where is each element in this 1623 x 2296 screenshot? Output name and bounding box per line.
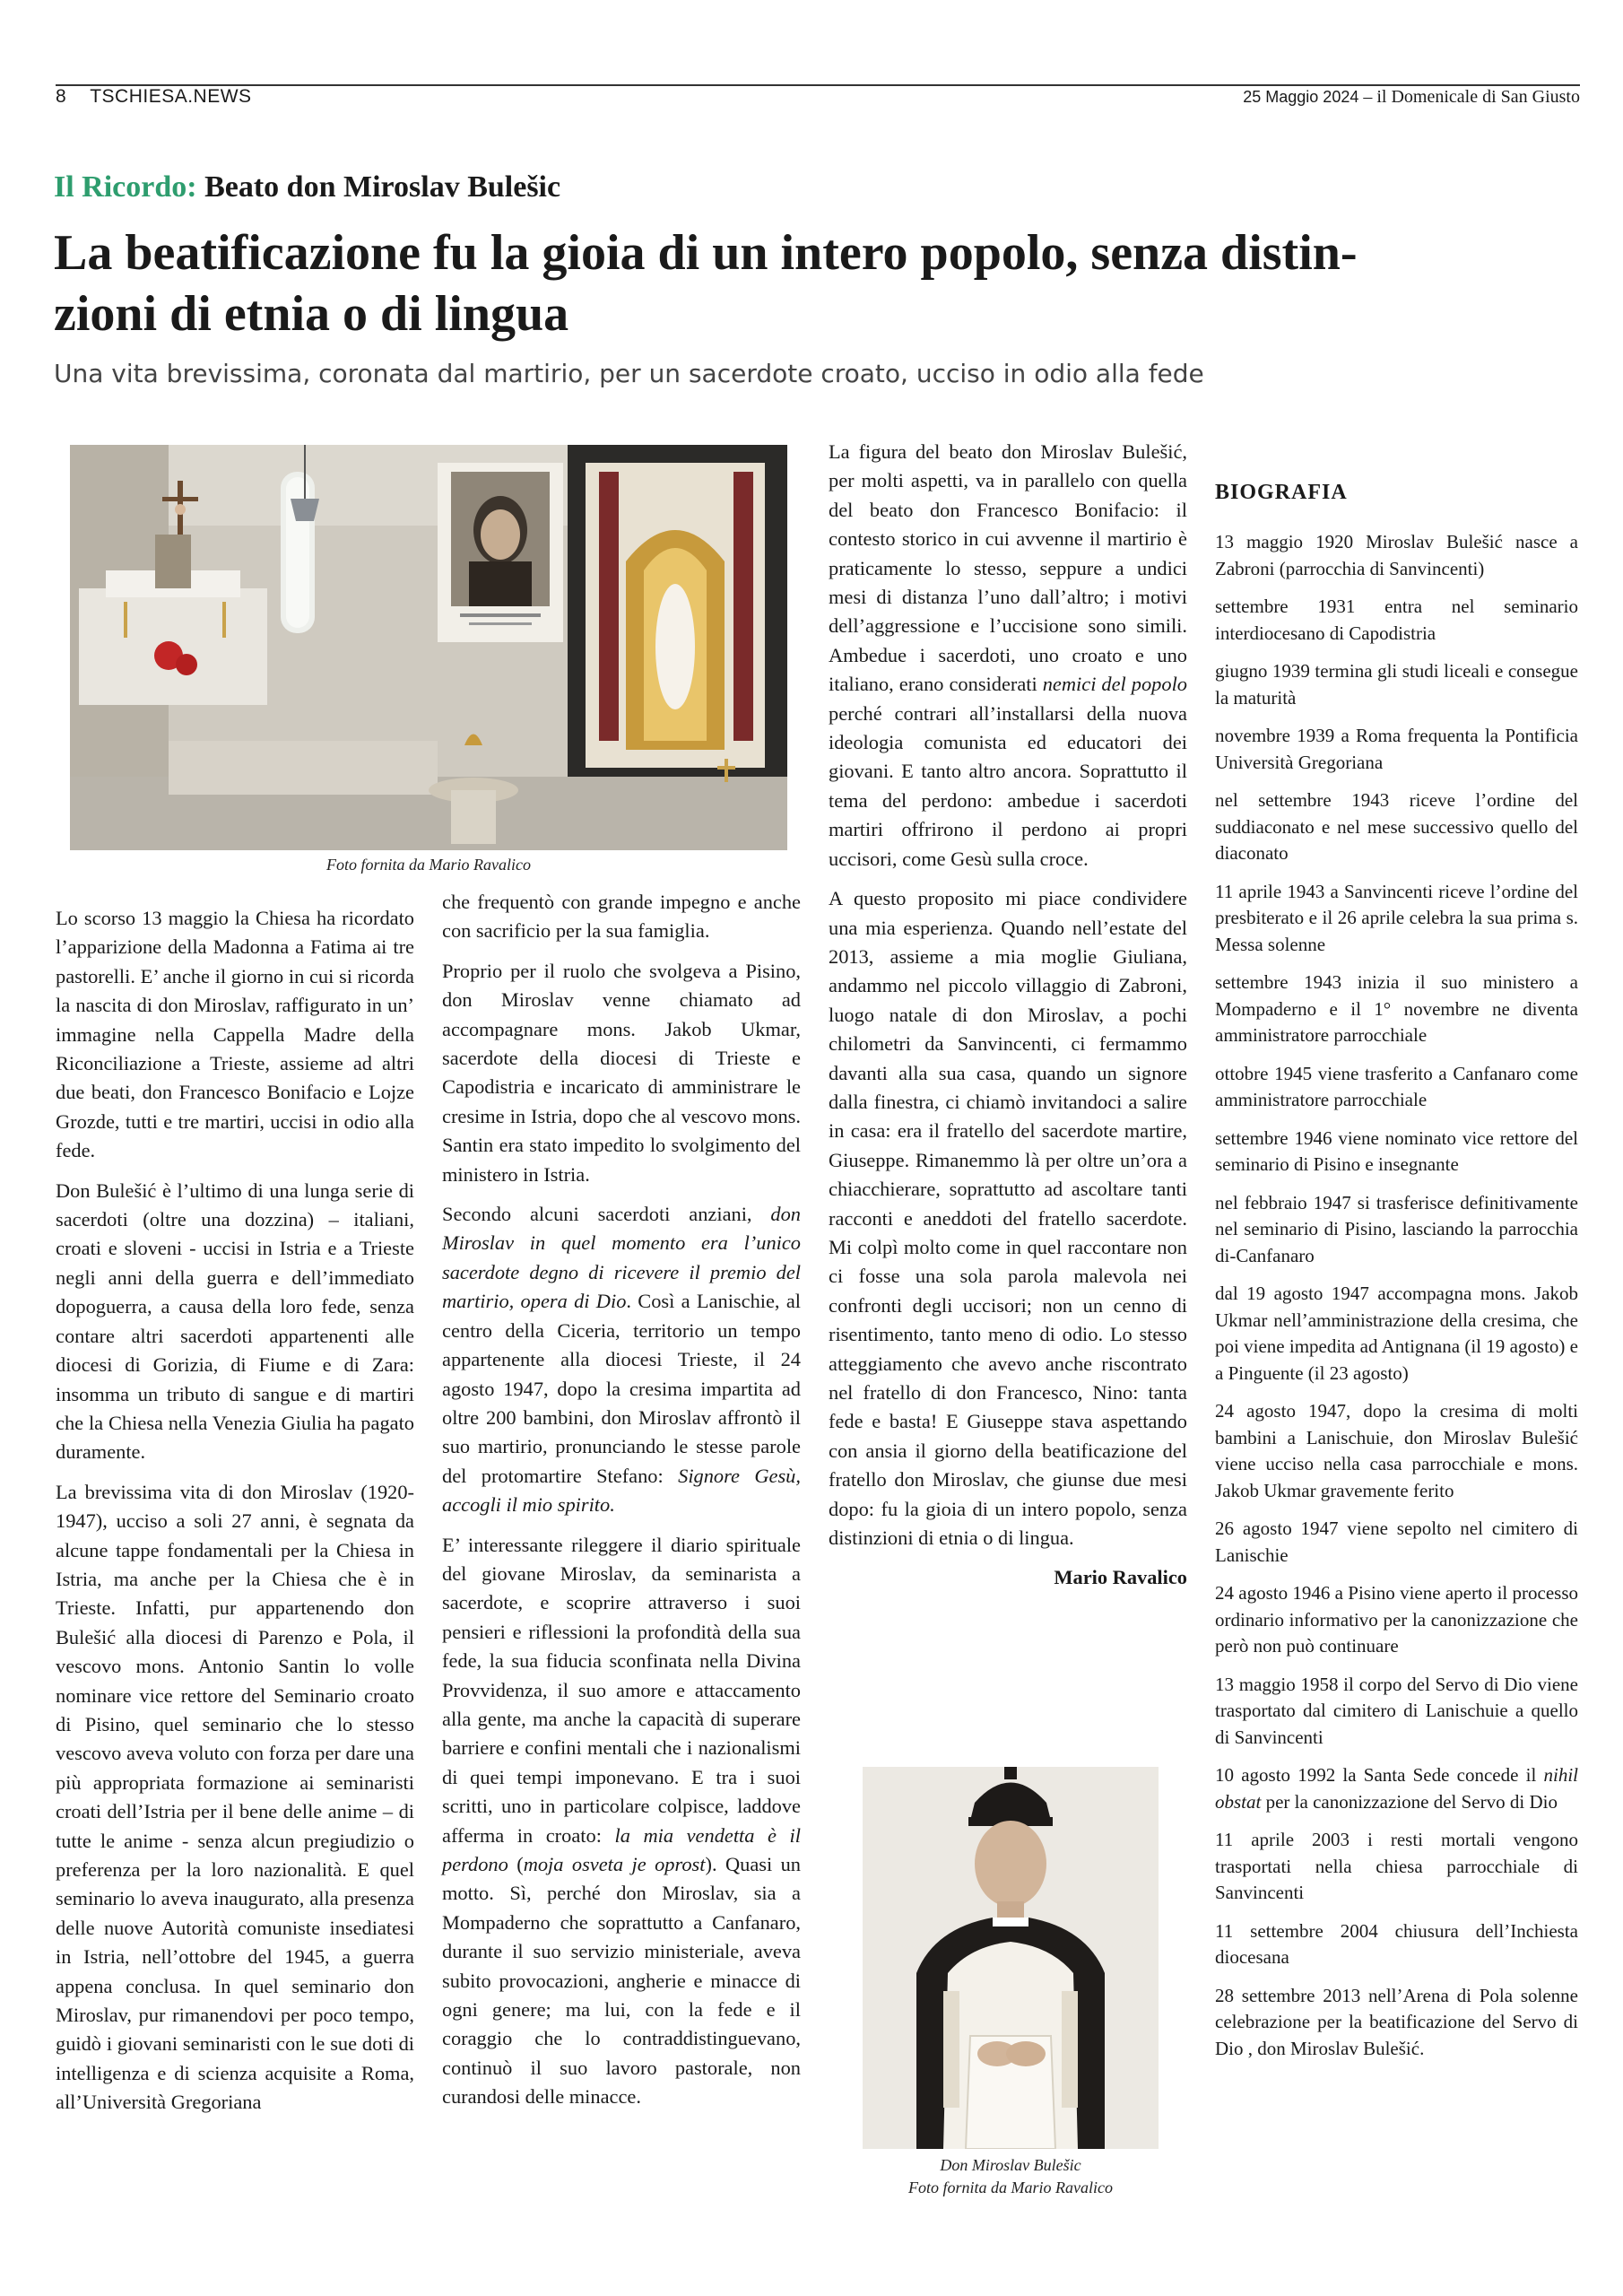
biografia-title: BIOGRAFIA bbox=[1215, 481, 1348, 504]
biografia-entry: novembre 1939 a Roma frequenta la Pontificia Università Gregoriana bbox=[1215, 725, 1578, 773]
page-number: 8 bbox=[56, 86, 67, 107]
biografia-entry: 10 agosto 1992 la Santa Sede concede il nihil obstat per la canonizzazione del Servo di Dio bbox=[1215, 1764, 1578, 1813]
paragraph: Don Bulešić è l’ultimo di una lunga serie di sacerdoti (oltre una dozzina) – italiani, croati e sloveni - uccisi in Istria e a Trieste negli anni della guerra e dell’immediato dopoguerra, a causa della loro fede, senza contare altri sacerdoti appartenenti alle diocesi di Gorizia, di Fiume e di Zara: insomma un tributo di sangue e di martiri che la Chiesa nella Venezia Giulia ha pagato duramente. bbox=[56, 1178, 414, 1464]
paragraph: La brevissima vita di don Miroslav (1920-1947), ucciso a soli 27 anni, è segnata da alcune tappe fondamentali per la Chiesa in Istria, ma anche per la Chiesa che è in Trieste. Infatti, pur appartenendo don Bulešić alla diocesi di Parenzo e Pola, il vescovo mons. Antonio Santin lo volle nominare vice rettore del Seminario croato di Pisino, quel seminario che lo stesso vescovo aveva voluto con forza per dare una più appropriata formazione ai seminaristi croati dell’Istria per il bene delle anime – di tutte le anime - senza alcun pregiudizio o preferenza per la loro nazionalità. E quel seminario lo aveva inaugurato, alla presenza delle nuove Autorità comuniste insediatesi in Istria, nell’ottobre del 1945, a guerra appena conclusa. In quel seminario don Miroslav, pur rimanendovi per poco tempo, guidò i giovani seminaristi con le sue doti di intelligenza e di scienza acquisite a Roma, all’Università Gregoriana bbox=[56, 1480, 414, 2114]
paragraph: Lo scorso 13 maggio la Chiesa ha ricordato l’apparizione della Madonna a Fatima ai tre pastorelli. E’ anche il giorno in cui si ricorda la nascita di don Miroslav, raffigurato in un’ immagine nella Cappella Madre della Riconciliazione a Trieste, assieme ad altri due beati, don Francesco Bonifacio e Lojze Grozde, tutti e tre martiri, uccisi in odio alla fede. bbox=[56, 907, 414, 1162]
kicker-subject: Beato don Miroslav Bulešic bbox=[204, 170, 561, 204]
issue-date: 25 Maggio 2024 bbox=[1243, 88, 1359, 106]
biografia-entry: nel febbraio 1947 si trasferisce definitivamente nel seminario di Pisino, lasciando la parrocchia di-Canfanaro bbox=[1215, 1191, 1578, 1266]
paragraph: A questo proposito mi piace condividere una mia esperienza. Quando nell’estate del 2013, assieme a mia moglie Giuliana, andammo nel piccolo villaggio di Zabroni, luogo natale di don Miroslav, a pochi chilometri da Sanvincenti, ci fermammo davanti alla sua casa, quando un signore dalla finestra, ci chiamò invitandoci a salire in casa: era il fratello del sacerdote martire, Giuseppe. Rimanemmo là per oltre un’ora a chiacchierare, soprattutto ad ascoltare tanti racconti e aneddoti del fratello sacerdote. Mi colpì molto come in quel raccontare non ci fosse una sola parola malevola nei confronti degli uccisori; non un cenno di risentimento, tanto meno di odio. Lo stesso atteggiamento che avevo anche riscontrato nel fratello di don Francesco, Nino: tanta fede e basta! E Giuseppe stava aspettando con ansia il giorno della beatificazione del fratello don Miroslav, che giunse due mesi dopo: fu la gioia di un intero popolo, senza distinzioni di etnia o di lingua. bbox=[829, 887, 1187, 1550]
portrait-photo bbox=[863, 1767, 1159, 2149]
kicker bbox=[54, 170, 560, 204]
biografia-entry: 11 settembre 2004 chiusura dell’Inchiesta diocesana bbox=[1215, 1919, 1578, 1968]
biografia-entry: 26 agosto 1947 viene sepolto nel cimitero di Lanischie bbox=[1215, 1518, 1578, 1566]
biografia-entry: 11 aprile 2003 i resti mortali vengono trasportati nella chiesa parrocchiale di Sanvincenti bbox=[1215, 1829, 1578, 1903]
publication-name: – il Domenicale di San Giusto bbox=[1363, 87, 1580, 107]
biografia-list bbox=[1215, 529, 1578, 2074]
article-column-1 bbox=[56, 904, 414, 2118]
page-header-right bbox=[1243, 87, 1580, 108]
biografia-entry: dal 19 agosto 1947 accompagna mons. Jakob Ukmar nell’amministrazione della cresima, che poi viene impedita ad Antignana (il 19 agosto) e a Pinguente (il 23 agosto) bbox=[1215, 1283, 1578, 1384]
paragraph: che frequentò con grande impegno e anche con sacrificio per la sua famiglia. bbox=[442, 891, 801, 943]
biografia-entry: 28 settembre 2013 nell’Arena di Pola solenne celebrazione per la beatificazione del Servo di Dio , don Miroslav Bulešić. bbox=[1215, 1984, 1578, 2059]
article-column-2 bbox=[442, 888, 801, 2112]
biografia-entry: nel settembre 1943 riceve l’ordine del suddiaconato e nel mese successivo quello del diaconato bbox=[1215, 789, 1578, 864]
biografia-entry: settembre 1946 viene nominato vice rettore del seminario di Pisino e insegnante bbox=[1215, 1126, 1578, 1175]
church-photo-caption: Foto fornita da Mario Ravalico bbox=[326, 856, 531, 874]
portrait-caption: Don Miroslav Bulešic Foto fornita da Mario Ravalico bbox=[908, 2156, 1113, 2196]
paragraph: E’ interessante rileggere il diario spirituale del giovane Miroslav, da seminarista a sacerdote, e scoprire attraverso i suoi pensieri e riflessioni la profondità della sua fede, la sua fiducia sconfinata nella Divina Provvidenza, il suo amore e attaccamento alla gente, ma anche la capacità di superare barriere e confini mentali che i nazionalismi di quei tempi imponevano. E tra i suoi scritti, uno in particolare colpisce, laddove afferma in croato: la mia vendetta è il perdono (moja osveta je oprost). Quasi un motto. Sì, perché don Miroslav, sia a Mompaderno che soprattutto a Canfanaro, durante il suo servizio ministeriale, aveva subito provocazioni, angherie e minacce di ogni genere; ma lui, con la fede e il coraggio che lo contraddistinguevano, continuò il suo lavoro pastorale, non curandosi delle minacce. bbox=[442, 1533, 801, 2109]
biografia-entry: 13 maggio 1958 il corpo del Servo di Dio viene trasportato dal cimitero di Lanischuie a quello di Sanvincenti bbox=[1215, 1673, 1578, 1748]
header-rule bbox=[56, 84, 1580, 86]
page-header-left bbox=[56, 86, 252, 108]
church-interior-photo bbox=[70, 445, 787, 850]
article-column-3 bbox=[829, 438, 1187, 1593]
biografia-entry: 11 aprile 1943 a Sanvincenti riceve l’ordine del presbiterato e il 26 aprile celebra la sua prima s. Messa solenne bbox=[1215, 880, 1578, 955]
biografia-entry: 24 agosto 1946 a Pisino viene aperto il processo ordinario informativo per la canonizzazione che però non può continuare bbox=[1215, 1582, 1578, 1657]
biografia-entry: 24 agosto 1947, dopo la cresima di molti bambini a Lanischuie, don Miroslav Bulešić viene ucciso nella casa parrocchiale e mons. Jakob Ukmar gravemente ferito bbox=[1215, 1400, 1578, 1501]
biografia-entry: 13 maggio 1920 Miroslav Bulešić nasce a Zabroni (parrocchia di Sanvincenti) bbox=[1215, 531, 1578, 579]
paragraph: Secondo alcuni sacerdoti anziani, don Miroslav in quel momento era l’unico sacerdote degno di ricevere il premio del martirio, opera di Dio. Così a Lanischie, al centro della Ciceria, territorio un tempo appartenente alla diocesi Trieste, il 24 agosto 1947, dopo la cresima impartita ad oltre 200 bambini, don Miroslav affrontò il suo martirio, pronunciando le stesse parole del protomartire Stefano: Signore Gesù, accogli il mio spirito. bbox=[442, 1203, 801, 1517]
kicker-label: Il Ricordo: bbox=[54, 170, 197, 204]
paragraph: La figura del beato don Miroslav Bulešić, per molti aspetti, va in parallelo con quella del beato don Francesco Bonifacio: il contesto storico in cui avvenne il martirio è praticamente lo stesso, seppure a undici mesi di distanza l’uno dall’altro; i motivi dell’aggressione e l’uccisione sono simili. Ambedue i sacerdoti, uno croato e uno italiano, erano considerati nemici del popolo perché contrari all’installarsi della nuova ideologia comunista ed educatori dei giovani. E tanto altro ancora. Soprattutto il tema del perdono: ambedue i sacerdoti martiri offrirono il perdono ai propri uccisori, come Gesù sulla croce. bbox=[829, 440, 1187, 870]
biografia-entry: settembre 1931 entra nel seminario interdiocesano di Capodistria bbox=[1215, 596, 1578, 644]
standfirst: Una vita brevissima, coronata dal martirio, per un sacerdote croato, ucciso in odio alla fede bbox=[54, 359, 1204, 388]
biografia-entry: giugno 1939 termina gli studi liceali e consegue la maturità bbox=[1215, 660, 1578, 709]
biografia-entry: settembre 1943 inizia il suo ministero a Mompaderno e il 1° novembre ne diventa amministratore parrocchiale bbox=[1215, 971, 1578, 1046]
biografia-entry: ottobre 1945 viene trasferito a Canfanaro come amministratore parrocchiale bbox=[1215, 1062, 1578, 1110]
paragraph: Proprio per il ruolo che svolgeva a Pisino, don Miroslav venne chiamato ad accompagnare mons. Jakob Ukmar, sacerdote della diocesi di Trieste e Capodistria e incaricato di amministrare le cresime in Istria, dopo che al vescovo mons. Santin era stato impedito lo svolgimento del ministero in Istria. bbox=[442, 959, 801, 1186]
author-signature: Mario Ravalico bbox=[1054, 1566, 1187, 1589]
site-name: TSCHIESA.NEWS bbox=[90, 86, 252, 107]
headline: La beatificazione fu la gioia di un intero popolo, senza distin- zioni di etnia o di lingua bbox=[54, 225, 1358, 343]
